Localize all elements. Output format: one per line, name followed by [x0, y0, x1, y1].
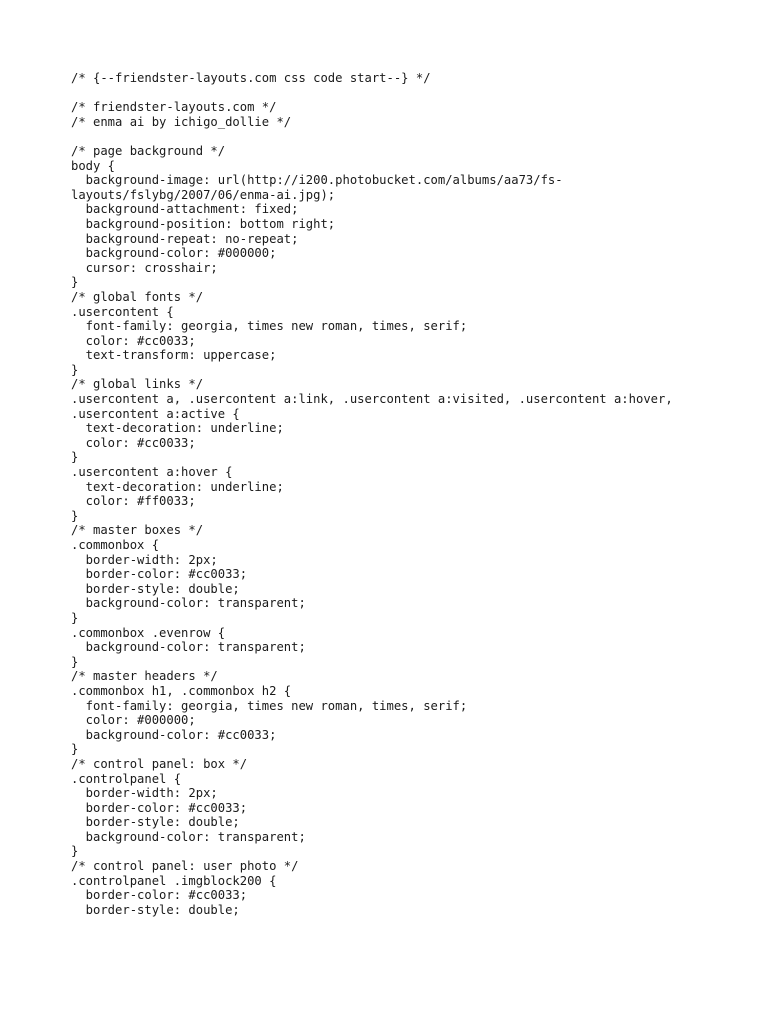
code-comment-line: /* master boxes */: [71, 523, 204, 538]
code-line: background-position: bottom right;: [71, 216, 336, 231]
blank-line: [71, 129, 751, 144]
blank-line: [71, 86, 751, 101]
code-line: }: [71, 742, 79, 757]
code-line: color: #ff0033;: [71, 494, 196, 509]
code-line: text-decoration: underline;: [71, 479, 284, 494]
code-line: }: [71, 508, 79, 523]
code-line: background-color: #cc0033;: [71, 727, 277, 742]
code-line: .usercontent a:hover {: [71, 465, 233, 480]
code-comment-line: /* global fonts */: [71, 289, 204, 304]
code-comment-line: /* global links */: [71, 377, 204, 392]
code-line: color: #cc0033;: [71, 435, 196, 450]
code-line: }: [71, 844, 79, 859]
code-line: background-repeat: no-repeat;: [71, 231, 299, 246]
code-line: border-style: double;: [71, 902, 240, 917]
code-line: .commonbox {: [71, 538, 160, 552]
code-line: border-style: double;: [71, 815, 240, 830]
code-line: font-family: georgia, times new roman, times, serif;: [71, 319, 468, 334]
code-line: .controlpanel {: [71, 771, 182, 786]
code-line: background-image: url(http://i200.photobucket.com/albums/aa73/fs-: [71, 173, 563, 188]
code-line: border-color: #cc0033;: [71, 567, 248, 582]
code-comment-line: /* enma ai by ichigo_dollie */: [71, 114, 292, 129]
code-line: border-width: 2px;: [71, 786, 218, 801]
code-comment-line: /* master headers */: [71, 669, 218, 684]
code-comment-line: /* control panel: box */: [71, 756, 248, 771]
code-line: .usercontent a:active {: [71, 406, 240, 421]
code-line: .usercontent {: [71, 304, 174, 319]
code-line: background-color: transparent;: [71, 829, 306, 844]
code-line: text-decoration: underline;: [71, 421, 284, 436]
code-line: .usercontent a, .usercontent a:link, .usercontent a:visited, .usercontent a:hover,: [71, 392, 673, 407]
code-comment-line: /* control panel: user photo */: [71, 859, 299, 874]
code-line: layouts/fslybg/2007/06/enma-ai.jpg);: [71, 187, 336, 202]
code-line: text-transform: uppercase;: [71, 348, 277, 363]
code-comment-line: /* {--friendster-layouts.com css code start--} */: [71, 71, 431, 85]
code-line: }: [71, 275, 79, 290]
code-comment-line: /* friendster-layouts.com */: [71, 100, 277, 115]
code-line: cursor: crosshair;: [71, 260, 218, 275]
code-line: font-family: georgia, times new roman, times, serif;: [71, 698, 468, 713]
code-line: body {: [71, 158, 116, 173]
code-line: border-color: #cc0033;: [71, 800, 248, 815]
css-code-listing: [71, 71, 751, 917]
code-line: border-color: #cc0033;: [71, 888, 248, 903]
code-line: background-color: transparent;: [71, 596, 306, 611]
code-line: background-attachment: fixed;: [71, 202, 299, 217]
code-line: background-color: #000000;: [71, 246, 277, 261]
code-line: .commonbox .evenrow {: [71, 625, 226, 640]
code-line: .commonbox h1, .commonbox h2 {: [71, 683, 292, 698]
code-line: color: #000000;: [71, 713, 196, 728]
code-line: border-width: 2px;: [71, 552, 218, 567]
code-line: }: [71, 610, 79, 625]
code-line: }: [71, 362, 79, 377]
code-comment-line: /* page background */: [71, 143, 226, 158]
code-line: .controlpanel .imgblock200 {: [71, 873, 277, 888]
code-line: background-color: transparent;: [71, 640, 306, 655]
code-line: }: [71, 654, 79, 669]
code-line: border-style: double;: [71, 581, 240, 596]
code-line: }: [71, 450, 79, 465]
code-line: color: #cc0033;: [71, 333, 196, 348]
